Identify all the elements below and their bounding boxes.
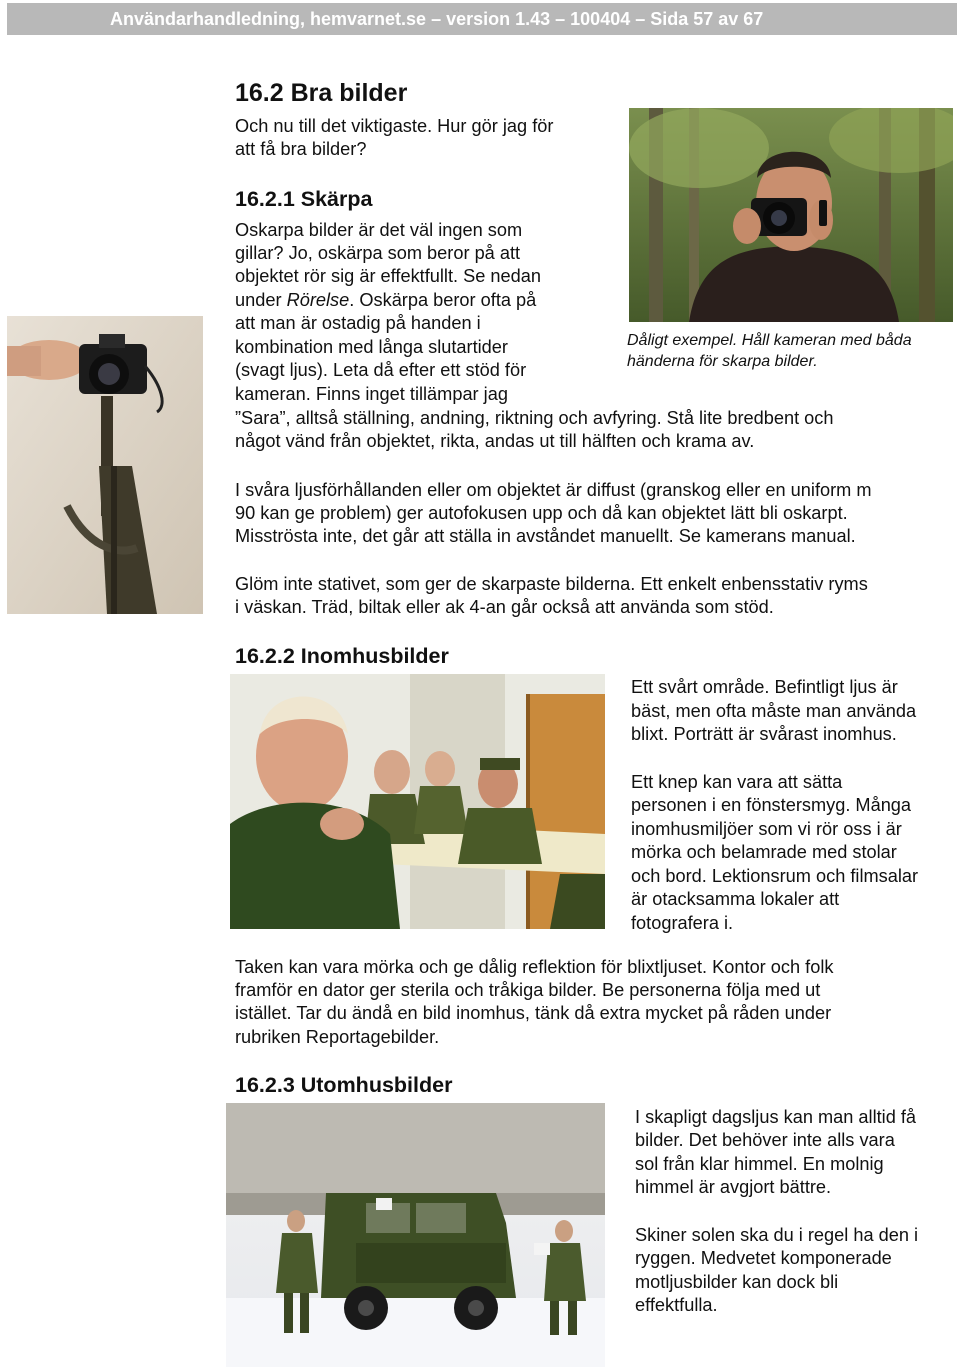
inomhus-para2-line: Ett knep kan vara att sätta (631, 772, 843, 792)
inomhus-para2-line: personen i en fönstersmyg. Många (631, 795, 912, 815)
page-header: Användarhandledning, hemvarnet.se – version 1.43 – 100404 – Sida 57 av 67 (7, 3, 957, 35)
utomhus-para2-line: motljusbilder kan dock bli (635, 1272, 839, 1292)
inomhus-para2-line: fotografera i. (631, 913, 734, 933)
subsection-title-utomhus: 16.2.3 Utomhusbilder (235, 1073, 453, 1097)
photo-caption: händerna för skarpa bilder. (627, 353, 818, 370)
subsection-title-inomhus: 16.2.2 Inomhusbilder (235, 644, 449, 668)
skarpa-para3-line: Glöm inte stativet, som ger de skarpaste bilderna. Ett enkelt enbensstativ ryms (235, 574, 868, 594)
utomhus-para2-line: Skiner solen ska du i regel ha den i (635, 1225, 919, 1245)
skarpa-line (235, 289, 536, 312)
photo-photographer-forest (629, 108, 953, 322)
section-title: 16.2 Bra bilder (235, 79, 408, 107)
skarpa-line: ”Sara”, alltså ställning, andning, riktning och avfyring. Stå lite bredbent och (235, 408, 834, 428)
intro-line-2: att få bra bilder? (235, 139, 367, 159)
skarpa-line: objektet rör sig är effektfullt. Se nedan (235, 266, 541, 286)
photo-caption: Dåligt exempel. Håll kameran med båda (627, 332, 912, 349)
photo-indoor-group (230, 674, 605, 929)
inomhus-para2-line: inomhusmiljöer som vi rör oss i är (631, 819, 902, 839)
photo-camera-on-rifle (7, 316, 203, 614)
skarpa-line: kombination med långa slutartider (235, 337, 508, 357)
skarpa-line: något vänd från objektet, rikta, andas ut till hälften och krama av. (235, 431, 755, 451)
link-text-rorelse: Rörelse (286, 290, 350, 310)
skarpa-line: Oskarpa bilder är det väl ingen som (235, 220, 523, 240)
photo-outdoor-vehicle (226, 1103, 605, 1367)
inomhus-para1-line: blixt. Porträtt är svårast inomhus. (631, 724, 897, 744)
text-segment: . Oskärpa beror ofta på (349, 290, 537, 310)
inomhus-para2-line: och bord. Lektionsrum och filmsalar (631, 866, 919, 886)
text-segment: under (235, 290, 287, 310)
skarpa-para3-line: i väskan. Träd, biltak eller ak 4-an går också att använda som stöd. (235, 597, 774, 617)
skarpa-line: kameran. Finns inget tillämpar jag (235, 384, 508, 404)
utomhus-para2-line: ryggen. Medvetet komponerade (635, 1248, 892, 1268)
intro-line-1: Och nu till det viktigaste. Hur gör jag för (235, 116, 554, 136)
skarpa-line: gillar? Jo, oskärpa som beror på att (235, 243, 521, 263)
utomhus-para1-line: himmel är avgjort bättre. (635, 1177, 832, 1197)
inomhus-para2-line: mörka och belamrade med stolar (631, 842, 897, 862)
inomhus-para1-line: Ett svårt område. Befintligt ljus är (631, 677, 898, 697)
utomhus-para1-line: bilder. Det behöver inte alls vara (635, 1130, 895, 1150)
inomhus-para3-line: framför en dator ger sterila och tråkiga bilder. Be personerna följa med ut (235, 980, 821, 1000)
inomhus-para2-line: är otacksamma lokaler att (631, 889, 840, 909)
inomhus-para3-line: istället. Tar du ändå en bild inomhus, tänk då extra mycket på råden under (235, 1003, 832, 1023)
skarpa-para2-line: 90 kan ge problem) ger autofokusen upp och då kan objektet lätt bli oskarpt. (235, 503, 848, 523)
subsection-title-skarpa: 16.2.1 Skärpa (235, 187, 373, 211)
skarpa-line: att man är ostadig på handen i (235, 313, 481, 333)
inomhus-para3-line: Taken kan vara mörka och ge dålig reflektion för blixtljuset. Kontor och folk (235, 957, 834, 977)
skarpa-line: (svagt ljus). Leta då efter ett stöd för (235, 360, 527, 380)
utomhus-para1-line: sol från klar himmel. En molnig (635, 1154, 884, 1174)
skarpa-para2-line: Misströsta inte, det går att ställa in avståndet manuellt. Se kamerans manual. (235, 526, 856, 546)
utomhus-para1-line: I skapligt dagsljus kan man alltid få (635, 1107, 917, 1127)
inomhus-para3-line: rubriken Reportagebilder. (235, 1027, 440, 1047)
skarpa-para2-line: I svåra ljusförhållanden eller om objektet är diffust (granskog eller en uniform m (235, 480, 872, 500)
utomhus-para2-line: effektfulla. (635, 1295, 718, 1315)
inomhus-para1-line: bäst, men ofta måste man använda (631, 701, 917, 721)
